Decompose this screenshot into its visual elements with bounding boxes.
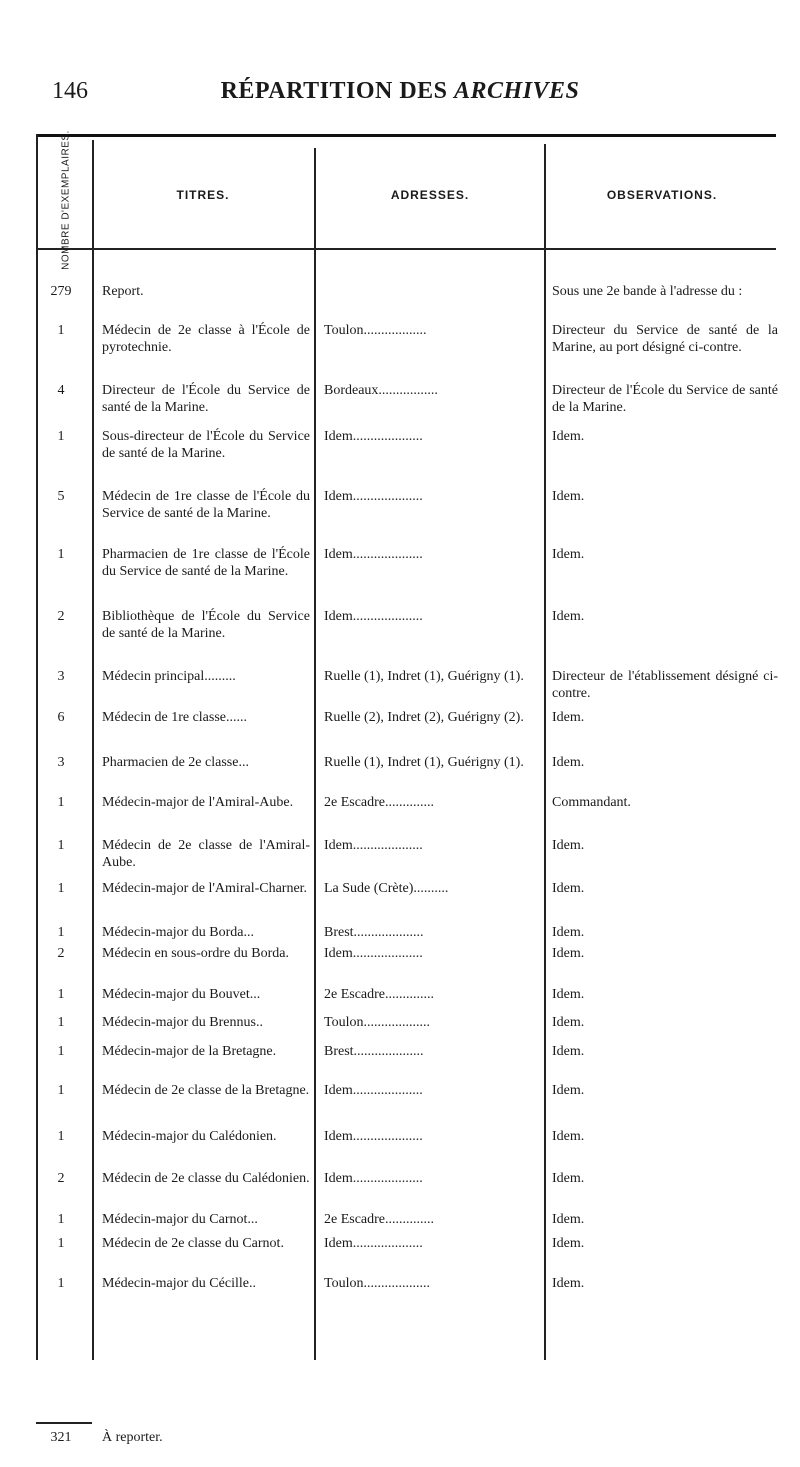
row-title: Médecin-major du Brennus.. [102, 1015, 263, 1030]
row-address: Idem.................... [324, 838, 423, 853]
row-title: Médecin de 2e classe de la Bretagne. [102, 1083, 310, 1098]
row-count: 1 [57, 547, 65, 562]
row-observation: Idem. [552, 1015, 585, 1030]
row-observation: Idem. [552, 755, 585, 770]
row-address: Idem.................... [324, 1171, 423, 1186]
row-title: Médecin de 1re classe de l'École du Service de santé de la Marine. [102, 489, 310, 521]
row-address: Toulon................... [324, 1015, 430, 1030]
row-address: 2e Escadre.............. [324, 1212, 435, 1227]
column-header-addresses: ADRESSES. [390, 188, 470, 202]
column-header-count: NOMBRE D'EXEMPLAIRES. [60, 130, 72, 270]
row-address: Idem.................... [324, 946, 423, 961]
page-title-italic: ARCHIVES [454, 78, 580, 104]
row-count: 1 [57, 1083, 65, 1098]
row-title: Médecin de 2e classe du Calédonien. [102, 1171, 310, 1186]
row-observation: Idem. [552, 946, 585, 961]
table-top-rule [36, 134, 776, 137]
row-title: Sous-directeur de l'École du Service de santé de la Marine. [102, 429, 310, 461]
row-address: Bordeaux................. [324, 383, 438, 398]
row-title: Médecin de 2e classe à l'École de pyrotechnie. [102, 323, 310, 355]
total-rule [36, 1422, 92, 1424]
row-observation: Directeur de l'École du Service de santé de la Marine. [552, 383, 778, 415]
row-observation: Idem. [552, 1083, 585, 1098]
row-address: Ruelle (2), Indret (2), Guérigny (2). [324, 710, 524, 725]
row-title: Médecin-major du Bouvet... [102, 987, 261, 1002]
row-count: 2 [57, 946, 65, 961]
row-address: Idem.................... [324, 1083, 423, 1098]
row-title: Médecin principal......... [102, 669, 236, 684]
row-address: Idem.................... [324, 489, 423, 504]
row-title: Directeur de l'École du Service de santé de la Marine. [102, 383, 310, 415]
row-count: 1 [57, 1129, 65, 1144]
row-address: Idem.................... [324, 429, 423, 444]
row-observation: Idem. [552, 881, 585, 896]
row-title: Bibliothèque de l'École du Service de santé de la Marine. [102, 609, 310, 641]
row-title: Pharmacien de 1re classe de l'École du Service de santé de la Marine. [102, 547, 310, 579]
row-address: Idem.................... [324, 1236, 423, 1251]
row-title: Médecin de 2e classe du Carnot. [102, 1236, 284, 1251]
page-number: 146 [52, 78, 88, 104]
row-observation: Idem. [552, 710, 585, 725]
column-divider [314, 148, 316, 1360]
row-observation: Idem. [552, 1044, 585, 1059]
row-count: 1 [57, 881, 65, 896]
row-observation: Idem. [552, 987, 585, 1002]
column-header-observations: OBSERVATIONS. [606, 188, 718, 202]
row-count: 3 [57, 755, 65, 770]
column-divider [92, 140, 94, 1360]
total-count: 321 [50, 1430, 72, 1445]
row-title: Médecin-major du Calédonien. [102, 1129, 277, 1144]
row-address: Ruelle (1), Indret (1), Guérigny (1). [324, 669, 524, 684]
row-count: 2 [57, 1171, 65, 1186]
row-observation: Commandant. [552, 795, 631, 810]
row-count: 1 [57, 925, 65, 940]
row-title: Médecin-major du Carnot... [102, 1212, 258, 1227]
carry-forward-label: À reporter. [102, 1430, 163, 1445]
distribution-table [36, 120, 800, 1445]
row-title: Médecin en sous-ordre du Borda. [102, 946, 290, 961]
row-address: Idem.................... [324, 547, 423, 562]
row-count: 1 [57, 1212, 65, 1227]
header-rule [36, 248, 776, 250]
row-count: 1 [57, 838, 65, 853]
column-header-titles: TITRES. [176, 188, 230, 202]
row-observation: Idem. [552, 609, 585, 624]
row-count: 3 [57, 669, 65, 684]
page-title-main: RÉPARTITION DES [220, 78, 454, 104]
row-count: 1 [57, 323, 65, 338]
row-count: 1 [57, 429, 65, 444]
row-address: Idem.................... [324, 1129, 423, 1144]
row-count: 1 [57, 987, 65, 1002]
row-count: 4 [57, 383, 65, 398]
row-observation: Idem. [552, 1171, 585, 1186]
row-title: Médecin-major de l'Amiral-Charner. [102, 881, 308, 896]
row-observation: Idem. [552, 925, 585, 940]
row-address: 2e Escadre.............. [324, 795, 435, 810]
row-count: 2 [57, 609, 65, 624]
row-address: Toulon................... [324, 1276, 430, 1291]
page-title [0, 78, 800, 105]
row-title: Médecin de 2e classe de l'Amiral-Aube. [102, 838, 310, 870]
row-title: Médecin de 1re classe...... [102, 710, 247, 725]
row-count: 6 [57, 710, 65, 725]
row-address: Idem.................... [324, 609, 423, 624]
row-observation: Idem. [552, 489, 585, 504]
row-count: 1 [57, 795, 65, 810]
row-observation: Idem. [552, 429, 585, 444]
row-address: 2e Escadre.............. [324, 987, 435, 1002]
row-observation: Sous une 2e bande à l'adresse du : [552, 284, 743, 299]
row-count: 5 [57, 489, 65, 504]
row-title: Médecin-major de l'Amiral-Aube. [102, 795, 294, 810]
row-count: 279 [50, 284, 72, 299]
row-title: Pharmacien de 2e classe... [102, 755, 249, 770]
row-title: Report. [102, 284, 144, 299]
row-address: Ruelle (1), Indret (1), Guérigny (1). [324, 755, 524, 770]
row-title: Médecin-major du Borda... [102, 925, 255, 940]
row-observation: Idem. [552, 1276, 585, 1291]
row-title: Médecin-major de la Bretagne. [102, 1044, 277, 1059]
row-count: 1 [57, 1236, 65, 1251]
row-address: Brest.................... [324, 1044, 424, 1059]
column-divider [544, 144, 546, 1360]
row-observation: Idem. [552, 1236, 585, 1251]
row-count: 1 [57, 1276, 65, 1291]
row-address: La Sude (Crète).......... [324, 881, 449, 896]
row-observation: Idem. [552, 838, 585, 853]
row-observation: Directeur de l'établissement désigné ci-contre. [552, 669, 778, 701]
row-address: Brest.................... [324, 925, 424, 940]
row-observation: Idem. [552, 1129, 585, 1144]
row-observation: Idem. [552, 1212, 585, 1227]
row-title: Médecin-major du Cécille.. [102, 1276, 256, 1291]
page-header [0, 78, 800, 112]
row-address: Toulon.................. [324, 323, 427, 338]
row-observation: Idem. [552, 547, 585, 562]
row-observation: Directeur du Service de santé de la Marine, au port désigné ci-contre. [552, 323, 778, 355]
row-count: 1 [57, 1015, 65, 1030]
row-count: 1 [57, 1044, 65, 1059]
